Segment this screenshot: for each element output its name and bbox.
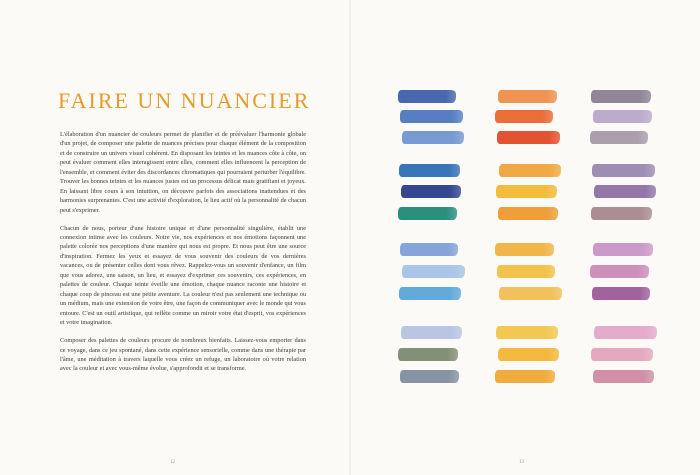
color-swatch xyxy=(400,370,459,383)
color-swatch xyxy=(594,326,657,339)
color-swatch xyxy=(592,287,650,300)
color-swatch xyxy=(496,326,558,339)
color-swatch xyxy=(498,90,557,103)
color-swatch xyxy=(594,185,656,198)
body-text xyxy=(60,130,306,382)
color-swatch xyxy=(497,265,555,278)
color-swatch xyxy=(591,90,651,103)
color-swatch xyxy=(593,370,654,383)
color-swatch xyxy=(496,185,557,198)
color-swatch xyxy=(590,265,649,278)
color-swatch xyxy=(398,348,458,361)
paragraph: L'élaboration d'un nuancier de couleurs permet de planifier et de préévaluer l'harmonie globale d'un projet, de composer une palette de nuances précises pour chaque élément de la composition et de construire un univers visuel cohérent. En disposant les teintes et les nuances côte à côte, on peut évaluer comment elles interagissent entre elles, comment elles influencent la perception de l'ensemble, et comment éviter des discordances chromatiques qui pourraient perturber l'équilibre. Trouver les bonnes teintes et les nuances justes est un processus délicat mais gratifiant et joyeux. En laissant libre cours à son intuition, on découvre parfois des associations inattendues et des harmonies surprenantes. C'est une activité d'exploration, le lieu actif où la personnalité de chacun peut s'exprimer. xyxy=(60,131,306,214)
book-gutter xyxy=(349,0,351,475)
paragraph: Composer des palettes de couleurs procure de nombreux bienfaits. Laissez-vous emporter dans ce voyage, dans ce jeu spontané, dans cette expérience sensorielle, comme dans une thérapie par l'âme, une méditation à travers laquelle vous créez un refuge, un laboratoire où votre relation avec la couleur et avec vous-même évolue, s'approfondit et se transforme. xyxy=(60,337,306,373)
color-swatch xyxy=(401,185,461,198)
color-swatch xyxy=(398,90,456,103)
page-number-right: 13 xyxy=(519,460,524,465)
color-swatch xyxy=(498,348,559,361)
paragraph: Chacun de nous, porteur d'une histoire unique et d'une personnalité singulière, établit une connexion intime avec les couleurs. Notre vie, nos expériences et nos émotions façonnent une palette colorée nos perceptions d'une manière qui nous est propre. Et nous peut être une source d'inspiration. Fermez les yeux et essayez de vous souvenir des couleurs de vos dernières vacances, ou de présenter celles dont vous rêvez. Rappelez-vous un souvenir d'enfance, un film que vous adorez, une saison, un lieu, et essayez d'exprimer ces souvenirs, ces expériences, en palettes de couleur. Chaque teinte éveille une émotion, chaque nuance raconte une histoire et chaque coup de pinceau est une petite aventure. La couleur n'est pas seulement une technique ou un médium, mais une extension de votre être, une façon de communiquer avec le monde qui vous entoure. C'est un outil artistique, qui reflète comme un miroir votre état d'esprit, vos expériences et votre imagination. xyxy=(60,224,306,327)
color-swatch xyxy=(399,287,461,300)
color-swatch xyxy=(593,110,652,123)
color-swatch xyxy=(590,131,648,144)
color-swatch xyxy=(495,110,553,123)
color-swatch xyxy=(399,164,460,177)
color-swatch xyxy=(401,326,462,339)
color-swatch xyxy=(498,207,558,220)
color-swatch xyxy=(402,265,465,278)
color-swatch xyxy=(592,164,655,177)
color-swatch xyxy=(499,164,561,177)
page-number-left: 12 xyxy=(170,460,175,465)
color-swatch xyxy=(398,207,457,220)
color-swatch xyxy=(593,243,653,256)
color-swatch xyxy=(400,110,463,123)
color-swatch xyxy=(499,287,562,300)
color-swatch xyxy=(591,207,652,220)
color-swatch xyxy=(495,243,554,256)
page-title: FAIRE UN NUANCIER xyxy=(58,88,311,113)
color-swatch xyxy=(495,370,555,383)
color-swatch xyxy=(497,131,560,144)
color-swatch xyxy=(402,131,464,144)
color-swatch xyxy=(400,243,458,256)
color-swatch xyxy=(591,348,653,361)
